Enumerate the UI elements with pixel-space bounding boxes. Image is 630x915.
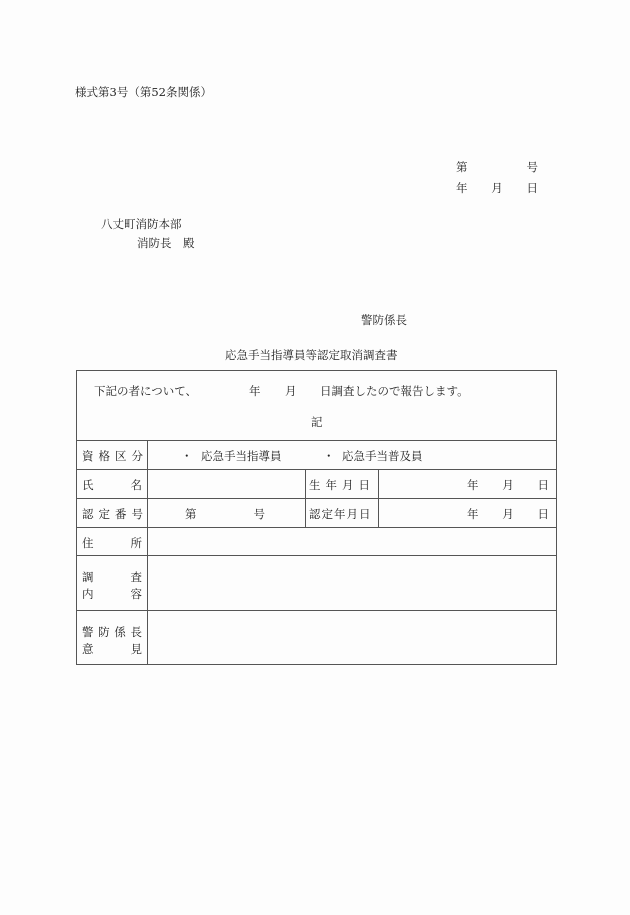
number-line bbox=[456, 159, 538, 175]
address-field[interactable] bbox=[148, 528, 556, 555]
form-number: 様式第3号（第52条関係） bbox=[75, 85, 212, 99]
date-line bbox=[456, 180, 538, 196]
option2-bullet: ・ bbox=[323, 449, 335, 463]
opinion-field[interactable] bbox=[148, 611, 556, 664]
intro-text: 下記の者について、 bbox=[94, 384, 198, 398]
ki-label: 記 bbox=[311, 415, 323, 429]
option1-bullet: ・ bbox=[181, 449, 193, 463]
intro-month: 月 bbox=[285, 384, 297, 398]
addressee-title: 消防長 殿 bbox=[137, 236, 195, 250]
qualification-label: 資格区分 bbox=[82, 449, 148, 463]
cert-date-field[interactable]: 年 月 日 bbox=[467, 507, 549, 521]
date-month: 月 bbox=[491, 181, 503, 195]
birthdate-field[interactable]: 年 月 日 bbox=[467, 478, 549, 492]
intro-year: 年 bbox=[249, 384, 261, 398]
investigation-label: 調 査 内 容 bbox=[82, 570, 142, 601]
intro-text-after: 日調査したので報告します。 bbox=[320, 384, 469, 398]
birthdate-label: 生年月日 bbox=[309, 478, 375, 492]
addressee-organization: 八丈町消防本部 bbox=[101, 217, 182, 231]
cert-date-label: 認定年月日 bbox=[309, 507, 372, 521]
name-label: 氏 名 bbox=[82, 478, 142, 492]
sender: 警防係長 bbox=[361, 313, 407, 327]
number-prefix: 第 bbox=[456, 160, 468, 174]
opinion-label: 警 防 係 長 意 見 bbox=[82, 625, 142, 656]
address-label: 住 所 bbox=[82, 536, 142, 550]
date-day: 日 bbox=[526, 181, 538, 195]
date-year: 年 bbox=[456, 181, 468, 195]
cert-number-label: 認定番号 bbox=[82, 507, 148, 521]
investigation-field[interactable] bbox=[148, 556, 556, 610]
option2-label[interactable]: 応急手当普及員 bbox=[342, 449, 423, 463]
number-suffix: 号 bbox=[526, 160, 538, 174]
name-field[interactable] bbox=[148, 470, 305, 498]
document-title: 応急手当指導員等認定取消調査書 bbox=[225, 348, 398, 362]
option1-label[interactable]: 応急手当指導員 bbox=[201, 449, 282, 463]
cert-number-field[interactable]: 第 号 bbox=[185, 507, 265, 521]
